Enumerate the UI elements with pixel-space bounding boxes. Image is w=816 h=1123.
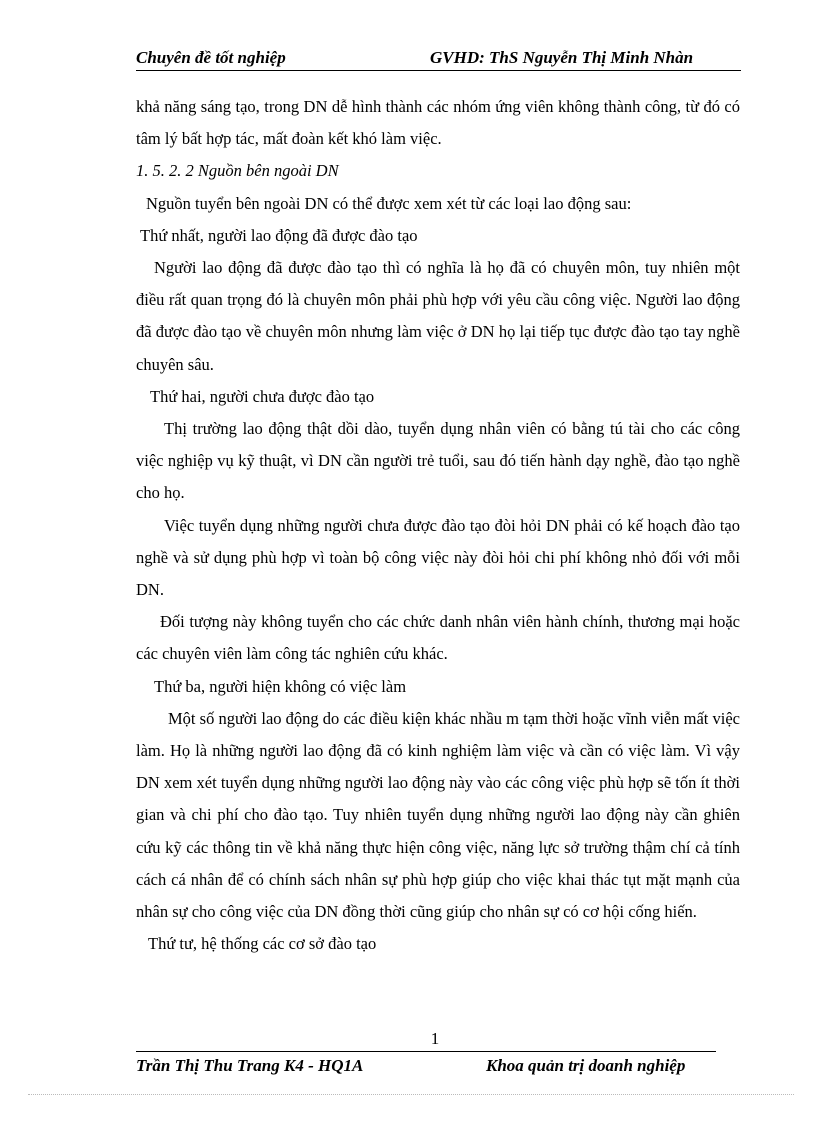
page-body	[136, 91, 740, 960]
subheading: Thứ nhất, người lao động đã được đào tạo	[140, 225, 418, 245]
page-number: 1	[430, 1029, 440, 1048]
paragraph: Việc tuyển dụng những người chưa được đào tạo đòi hỏi DN phải có kế hoạch đào tạo nghề và sử dụng phù hợp vì toàn bộ công việc này đòi hỏi chi phí không nhỏ đối với mỗi DN.	[136, 515, 740, 600]
page-header	[136, 48, 741, 71]
paragraph: Người lao động đã được đào tạo thì có nghĩa là họ đã có chuyên môn, tuy nhiên một điều rất quan trọng đó là chuyên môn phải phù hợp với yêu cầu công việc. Người lao động đã được đào tạo về chuyên môn nhưng làm việc ở DN họ lại tiếp tục được đào tạo tay nghề chuyên sâu.	[136, 258, 740, 374]
subheading: Thứ tư, hệ thống các cơ sở đào tạo	[148, 934, 377, 954]
page-edge-divider	[28, 1094, 794, 1095]
header-right: GVHD: ThS Nguyễn Thị Minh Nhàn	[430, 48, 694, 67]
paragraph: khả năng sáng tạo, trong DN dễ hình thành các nhóm ứng viên không thành công, từ đó có tâm lý bất hợp tác, mất đoàn kết khó làm việc.	[136, 97, 740, 149]
paragraph: Thị trường lao động thật dồi dào, tuyển dụng nhân viên có bằng tú tài cho các công việc nghiệp vụ kỹ thuật, vì DN cần người trẻ tuổi, sau đó tiến hành dạy nghề, đào tạo nghề cho họ.	[136, 419, 740, 503]
paragraph: Một số người lao động do các điều kiện khác nhầu m tạm thời hoặc vĩnh viễn mất việc làm. Họ là những người lao động đã có kinh nghiệm làm việc và cần có việc làm. Vì vậy DN xem xét tuyển dụng những người lao động này vào các công việc phù hợp sẽ tốn ít thời gian và chi phí cho đào tạo. Tuy nhiên tuyển dụng những người lao động này cần ghiên cứu kỹ các thông tin về khả năng thực hiện công việc, năng lực sở trường thậm chí cả tính cách cá nhân để có chính sách nhân sự phù hợp giúp cho việc khai thác tụt mặt mạnh của nhân sự cho công việc của DN đồng thời cũng giúp cho nhân sự có cơ hội cống hiến.	[136, 708, 740, 922]
subheading: Thứ ba, người hiện không có việc làm	[154, 676, 407, 696]
section-heading: 1. 5. 2. 2 Nguồn bên ngoài DN	[136, 161, 339, 181]
subheading: Thứ hai, người chưa được đào tạo	[150, 386, 375, 406]
header-left: Chuyên đề tốt nghiệp	[136, 48, 286, 67]
footer-right: Khoa quản trị doanh nghiệp	[486, 1056, 686, 1075]
paragraph: Nguồn tuyển bên ngoài DN có thể được xem xét từ các loại lao động sau:	[146, 193, 632, 213]
footer-left: Trần Thị Thu Trang K4 - HQ1A	[136, 1056, 364, 1075]
paragraph: Đối tượng này không tuyển cho các chức danh nhân viên hành chính, thương mại hoặc các chuyên viên làm công tác nghiên cứu khác.	[136, 612, 740, 664]
page-footer	[136, 1051, 716, 1080]
